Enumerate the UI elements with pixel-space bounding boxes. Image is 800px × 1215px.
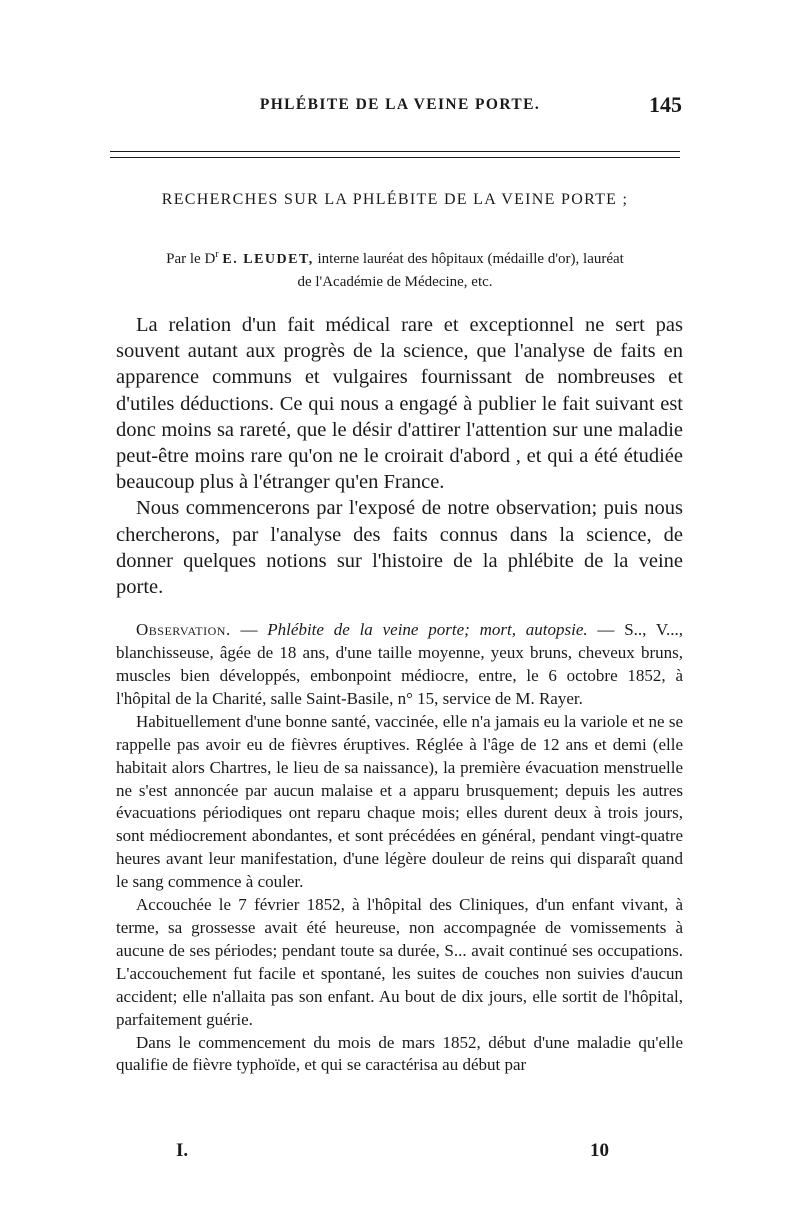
- paragraph-plan: Nous commencerons par l'exposé de notre observation; puis nous chercherons, par l'analyse des faits connus dans la science, de donner quelques notions sur l'histoire de la phlébite de la veine porte.: [116, 497, 683, 599]
- signature-mark-left: I.: [176, 1140, 189, 1161]
- byline-line-2: de l'Académie de Médecine, etc.: [297, 274, 493, 290]
- section-gap: [116, 600, 683, 619]
- paragraph-introduction: La relation d'un fait médical rare et exceptionnel ne sert pas souvent autant aux progrès de la science, que l'analyse de faits en apparence communs et vulgaires fournissant de nombreuses et d'utiles déductions. Ce qui nous a engagé à publier le fait suivant est donc moins sa rareté, que le désir d'attirer l'attention sur une maladie peut-être moins rare qu'on ne le croirait d'abord , et qui a été étudiée beaucoup plus à l'étranger qu'en France.: [116, 314, 683, 494]
- article-title: RECHERCHES SUR LA PHLÉBITE DE LA VEINE PORTE ;: [161, 191, 629, 208]
- observation-intro: — S.., V..., blanchisseuse, âgée de 18 ans, d'une taille moyenne, yeux bruns, cheveux bruns, muscles bien développés, embonpoint médiocre, entre, le 6 octobre 1852, à l'hôpital de la Charité, salle Saint-Basile, n° 15, service de M. Rayer.: [116, 620, 683, 708]
- body-text: [116, 312, 683, 1077]
- observation-label: Observation.: [136, 620, 231, 640]
- running-head: [118, 92, 682, 120]
- page-number: 145: [649, 92, 682, 117]
- paragraph-childbirth: Accouchée le 7 février 1852, à l'hôpital des Cliniques, d'un enfant vivant, à terme, sa grossesse avait été heureuse, non accompagnée de vomissements à aucune de ses périodes; pendant toute sa durée, S... avait continué ses occupations. L'accouchement fut facile et spontané, les suites de couches non suivies d'aucun accident; elle n'allaita pas son enfant. Au bout de dix jours, elle sortit de l'hôpital, parfaitement guérie.: [116, 895, 683, 1029]
- paragraph-observation: [116, 619, 683, 711]
- byline-prefix-sup: r: [215, 249, 219, 260]
- byline-author: E. LEUDET,: [222, 252, 314, 267]
- byline: [110, 243, 680, 294]
- paragraph-onset: Dans le commencement du mois de mars 1852, début d'une maladie qu'elle qualifie de fièvre typhoïde, et qui se caractérisa au début par: [116, 1032, 683, 1075]
- running-title: PHLÉBITE DE LA VEINE PORTE.: [259, 96, 541, 113]
- paragraph-antecedents: Habituellement d'une bonne santé, vaccinée, elle n'a jamais eu la variole et ne se rappelle pas avoir eu de fièvres éruptives. Réglée à l'âge de 12 ans et demi (elle habitait alors Chartres, le lieu de sa naissance), la première évacuation menstruelle ne s'est annoncée par aucun malaise et a apparu brusquement; depuis les autres évacuations périodiques ont reparu chaque mois; elles durent deux à trois jours, sont médiocrement abondantes, et sont précédées en général, pendant vingt-quatre heures avant leur manifestation, d'une légère douleur de reins qui disparaît quand le sang commence à couler.: [116, 711, 683, 892]
- observation-dash: —: [230, 620, 268, 640]
- observation-title: Phlébite de la veine porte; mort, autopsie.: [267, 620, 588, 640]
- byline-affiliation: interne lauréat des hôpitaux (médaille d'or), lauréat: [313, 251, 624, 267]
- byline-prefix: Par le D: [166, 251, 216, 267]
- byline-line-1: [110, 243, 680, 271]
- header-double-rule: [110, 151, 680, 158]
- signature-mark-right: 10: [590, 1140, 609, 1161]
